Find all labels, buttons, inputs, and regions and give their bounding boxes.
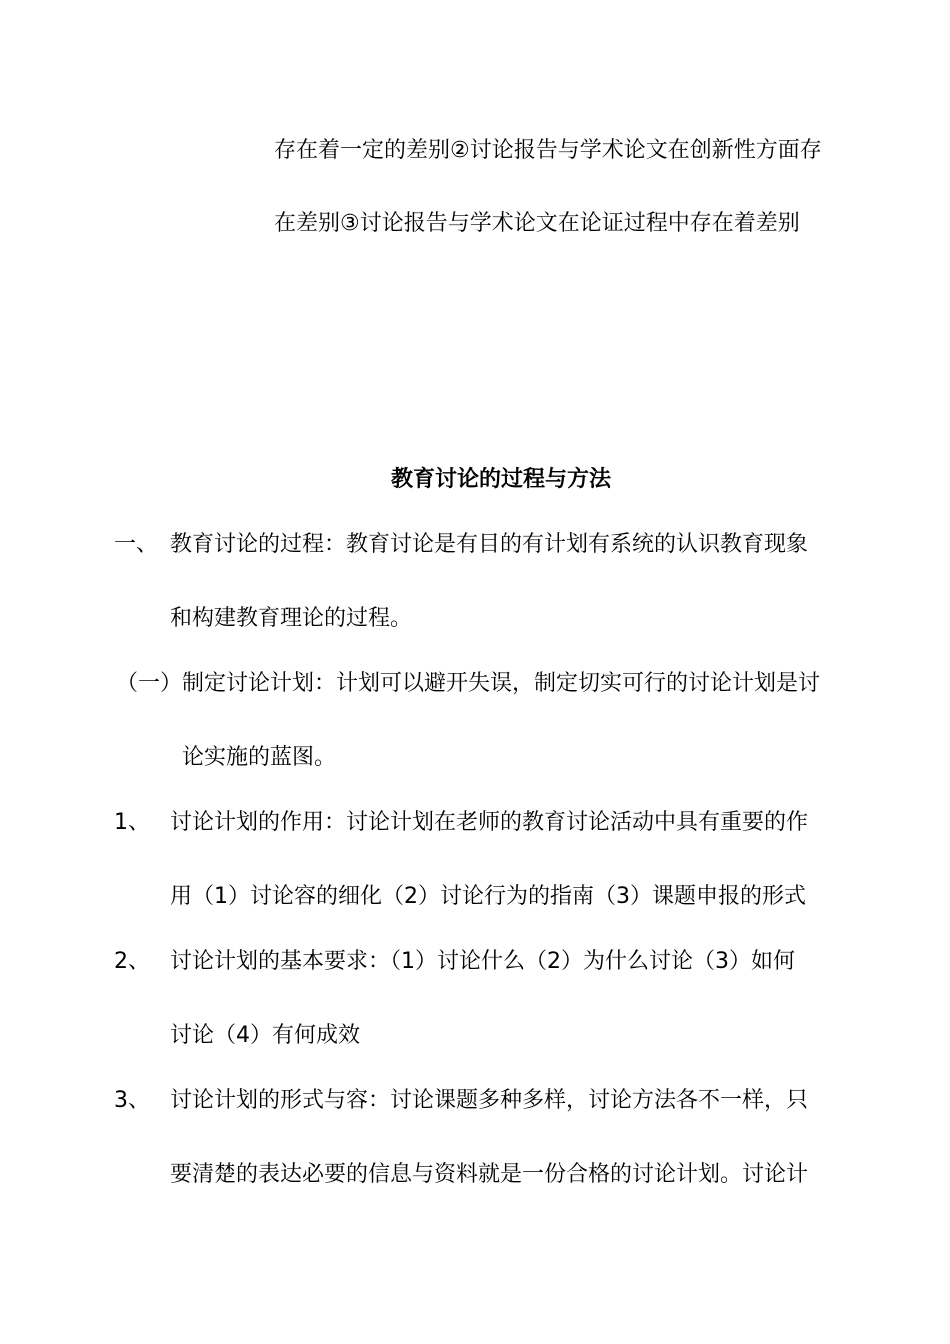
list-item-marker: 1、 [114,810,150,835]
list-item-line-2: 要清楚的表达必要的信息与资料就是一份合格的讨论计划。讨论计 [170,1162,809,1187]
list-item-line-2: 讨论（4）有何成效 [170,1023,360,1048]
continuation-line-2: 在差别③讨论报告与学术论文在论证过程中存在着差别 [274,211,800,236]
subsection-1-line-1: 制定讨论计划：计划可以避开失误，制定切实可行的讨论计划是讨 [182,671,821,696]
list-item-marker: 3、 [114,1088,150,1113]
section-title: 教育讨论的过程与方法 [391,467,612,492]
continuation-line-1: 存在着一定的差别②讨论报告与学术论文在创新性方面存 [274,138,822,163]
list-item-line-1: 讨论计划的形式与容：讨论课题多种多样，讨论方法各不一样，只 [170,1088,809,1113]
section-1-line-1: 教育讨论的过程：教育讨论是有目的有计划有系统的认识教育现象 [170,532,809,557]
subsection-1-marker: （一） [116,671,183,696]
list-item-line-1: 讨论计划的作用：讨论计划在老师的教育讨论活动中具有重要的作 [170,810,809,835]
list-item-marker: 2、 [114,949,150,974]
section-1-line-2: 和构建教育理论的过程。 [170,606,413,631]
section-1-marker: 一、 [114,532,159,557]
subsection-1-line-2: 论实施的蓝图。 [182,745,337,770]
list-item-line-1: 讨论计划的基本要求：（1）讨论什么（2）为什么讨论（3）如何 [170,949,795,974]
list-item-line-2: 用（1）讨论容的细化（2）讨论行为的指南（3）课题申报的形式 [170,884,806,909]
